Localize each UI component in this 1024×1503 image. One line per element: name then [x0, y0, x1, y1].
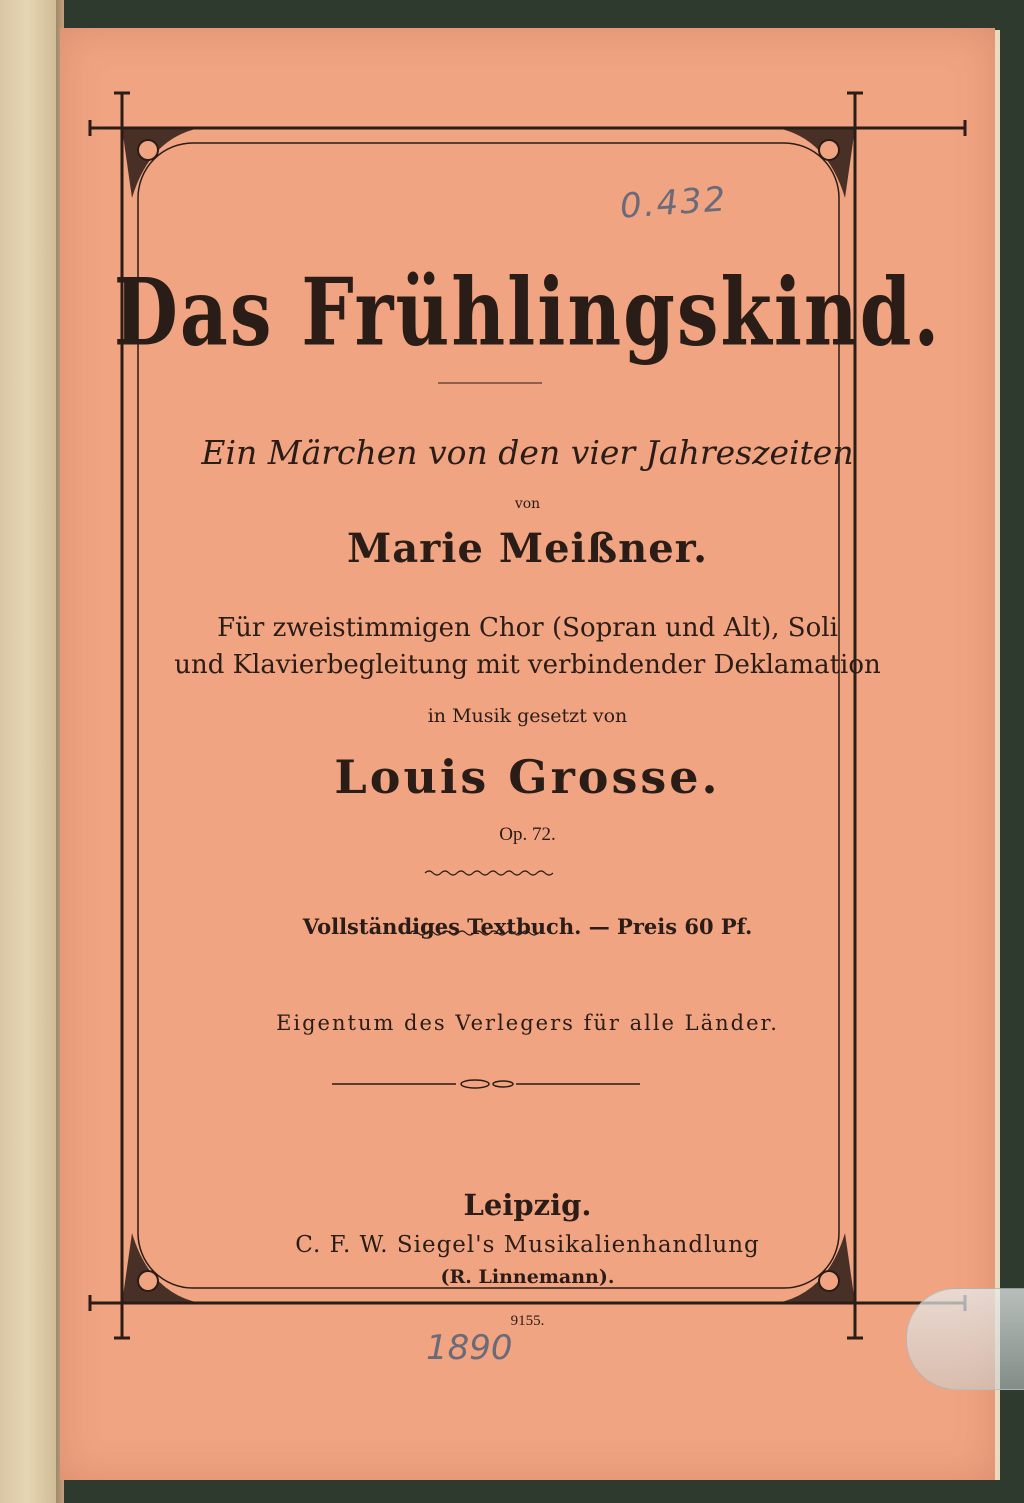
opus-number: Op. 72. [499, 824, 556, 845]
by-label: von [514, 496, 541, 512]
description-line-1: Für zweistimmigen Chor (Sopran und Alt), Soli [217, 613, 838, 643]
page-title: Das Frühlingskind. [113, 259, 942, 367]
book-spine [0, 0, 60, 1503]
publisher-proprietor: (R. Linnemann). [440, 1266, 615, 1288]
ornamental-divider [332, 1080, 640, 1088]
publisher-city: Leipzig. [463, 1188, 592, 1222]
author-name: Marie Meißner. [346, 525, 708, 572]
textbook-price: Vollständiges Textbuch. — Preis 60 Pf. [302, 914, 753, 939]
title-page [60, 28, 995, 1480]
plate-number: 9155. [510, 1313, 545, 1329]
handwritten-catalog-number: 0.432 [618, 179, 729, 227]
publisher-name: C. F. W. Siegel's Musikalienhandlung [295, 1232, 760, 1258]
handwritten-year: 1890 [426, 1328, 513, 1368]
corner-ornament-top-left [122, 128, 200, 198]
plastic-page-clip [906, 1288, 1024, 1390]
wavy-rule-top [425, 871, 553, 875]
music-by-label: in Musik gesetzt von [427, 705, 628, 727]
subtitle: Ein Märchen von den vier Jahreszeiten [201, 433, 854, 472]
description-line-2: und Klavierbegleitung mit verbindender Deklamation [174, 650, 881, 680]
corner-ornament-top-right [777, 128, 855, 198]
rights-notice: Eigentum des Verlegers für alle Länder. [276, 1011, 779, 1035]
composer-name: Louis Grosse. [334, 750, 721, 804]
